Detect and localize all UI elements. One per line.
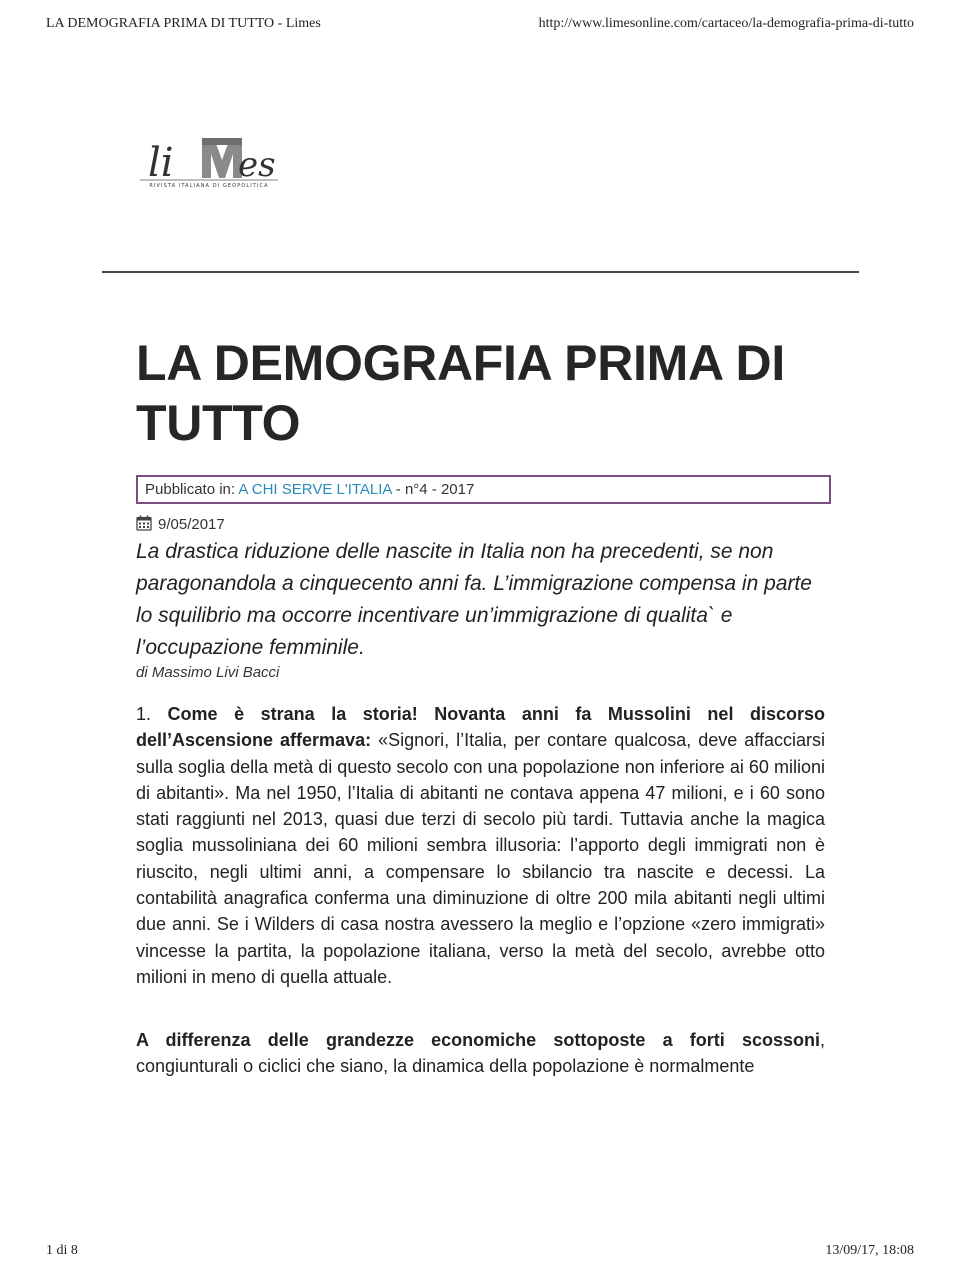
page-counter: 1 di 8 [46,1243,78,1258]
issue-link[interactable]: A CHI SERVE L'ITALIA [238,481,392,498]
svg-text:li: li [148,140,174,184]
limes-logo-mark [138,128,280,184]
publish-date [136,515,225,537]
limes-logo[interactable] [138,128,280,194]
paragraph-2 [136,1027,825,1080]
article-byline: di Massimo Livi Bacci [136,664,280,681]
published-label: Pubblicato in: [145,481,236,498]
logo-tagline: RIVISTA ITALIANA DI GEOPOLITICA [149,183,269,189]
paragraph-1-number: 1. [136,704,168,724]
paragraph-1 [136,701,825,990]
published-in-box [136,475,831,504]
print-header-title: LA DEMOGRAFIA PRIMA DI TUTTO - Limes [46,16,321,31]
print-header-url: http://www.limesonline.com/cartaceo/la-demografia-prima-di-tutto [538,16,914,31]
article-lead: La drastica riduzione delle nascite in Italia non ha precedenti, se non paragonandola a cinquecento anni fa. L’immigrazione compensa in parte lo squilibrio ma occorre incentivare un’immigrazione di qualita` e l’occupazione femminile. [136,540,812,659]
calendar-icon [136,515,152,537]
paragraph-2-bold: A differenza delle grandezze economiche sottoposte a forti scossoni [136,1030,820,1050]
header-divider [102,271,859,273]
date-text: 9/05/2017 [158,516,225,533]
print-timestamp: 13/09/17, 18:08 [825,1243,914,1258]
paragraph-1-bold: Come è strana la storia! Novanta anni fa Mussolini nel discorso dell’Ascensione affermava: [136,704,825,751]
issue-number: - n°4 - 2017 [391,481,475,498]
svg-text:es: es [238,145,276,184]
article-title: LA DEMOGRAFIA PRIMA DI TUTTO [136,335,785,451]
paragraph-1-text: «Signori, l’Italia, per contare qualcosa, deve affacciarsi sulla soglia della metà di questo secolo con una popolazione non inferiore ai 60 milioni di abitanti». Ma nel 1950, l’Italia di abitanti ne contava appena 47 milioni, e i 60 sono stati raggiunti nel 2013, quasi due terzi di secolo più tardi. Tuttavia anche la magica soglia mussoliniana dei 60 milioni sembra illusoria: l’apporto degli immigrati non è riuscito, negli ultimi anni, a compensare lo sbilancio tra nascite e decessi. La contabilità anagrafica conferma una diminuzione di oltre 200 mila abitanti negli ultimi due anni. Se i Wilders di casa nostra avessero la meglio e l’opzione «zero immigrati» vincesse la partita, la popolazione italiana, verso la metà del secolo, avrebbe otto milioni in meno di quella attuale. [136,730,825,987]
paragraph-2-text: , congiunturali o ciclici che siano, la dinamica della popolazione è normalmente [136,1030,825,1077]
